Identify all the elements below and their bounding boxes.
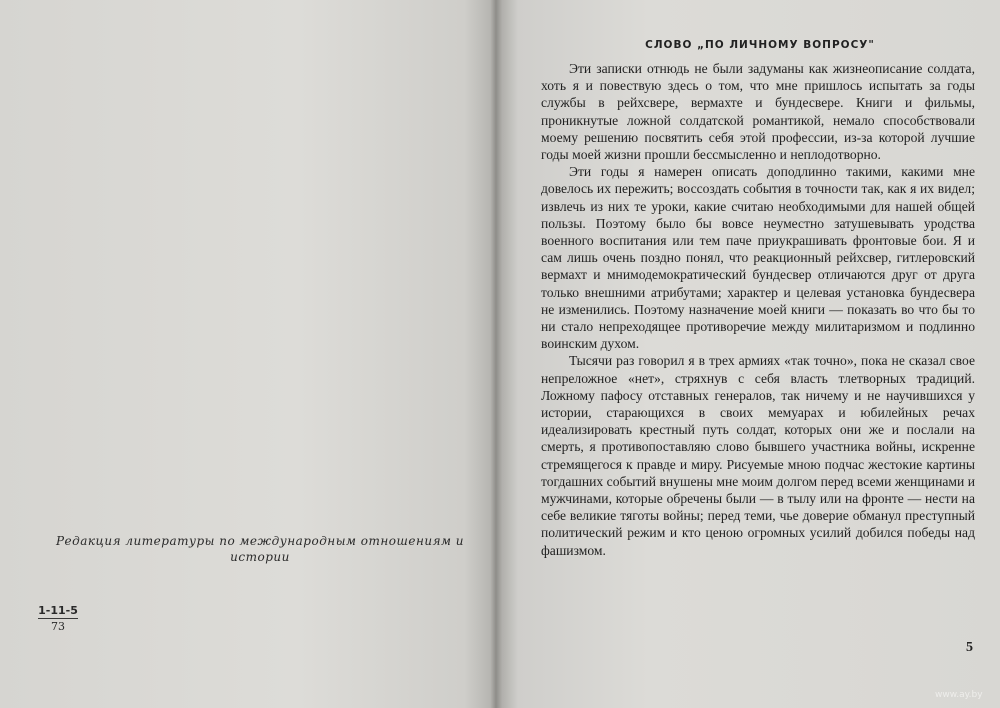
- page-number: 5: [966, 640, 973, 655]
- catalog-code-top: 1-11-5: [38, 604, 78, 617]
- paragraph: Тысячи раз говорил я в трех армиях «так точно», пока не сказал свое непреложное «нет», стряхнув с себя власть тлетворных традиций. Ложному пафосу отставных генералов, так ничему и не научившихся у истории, старающихся в своих мемуарах и юбилейных речах идеализировать крестный путь солдат, которых они же и послали на смерть, я противопоставляю слово бывшего участника войны, искренне стремящегося к правде и миру. Рисуемые мною подчас жестокие картины тогдашних событий внушены мне моим долгом перед всеми женщинами и мужчинами, которые обречены были — в тылу или на фронте — нести на себе великие тяготы войны; перед теми, чье доверие обманул преступный политический режим и кто ценою огромных усилий добился победы над фашизмом.: [541, 353, 975, 558]
- publisher-imprint: Редакция литературы по международным отношениям и истории: [55, 534, 465, 564]
- catalog-code: [38, 604, 78, 633]
- chapter-body: [541, 60, 975, 559]
- watermark: www.ay.by: [935, 690, 983, 700]
- book-spine: [490, 0, 502, 708]
- catalog-code-bottom: 73: [51, 620, 65, 633]
- chapter-title: СЛОВО „ПО ЛИЧНОМУ ВОПРОСУ": [645, 39, 875, 51]
- paragraph: Эти записки отнюдь не были задуманы как жизнеописание солдата, хоть я и повествую здесь о том, что мне пришлось испытать за годы службы в рейхсвере, вермахте и бундесвере. Книги и фильмы, проникнутые ложной солдатской романтикой, немало способствовали моему решению посвятить себя этой профессии, из-за которой лучшие годы моей жизни прошли бессмысленно и неплодотворно.: [541, 61, 975, 163]
- left-page: [0, 0, 494, 708]
- paragraph: Эти годы я намерен описать доподлинно такими, какими мне довелось их пережить; воссоздать события в точности так, как я их видел; извлечь из них те уроки, какие считаю необходимыми для нашей общей пользы. Поэтому было бы вовсе неуместно затушевывать уродства военного воспитания или тем паче приукрашивать фронтовые бои. Я и сам лишь очень поздно понял, что реакционный рейхсвер, гитлеровский вермахт и мнимодемократический бундесвер отличаются друг от друга только внешними атрибутами; характер и целевая установка бундесвера не изменились. Поэтому назначение моей книги — показать во что бы то ни стало непреходящее противоречие между милитаризмом и подлинно воинским духом.: [541, 164, 975, 352]
